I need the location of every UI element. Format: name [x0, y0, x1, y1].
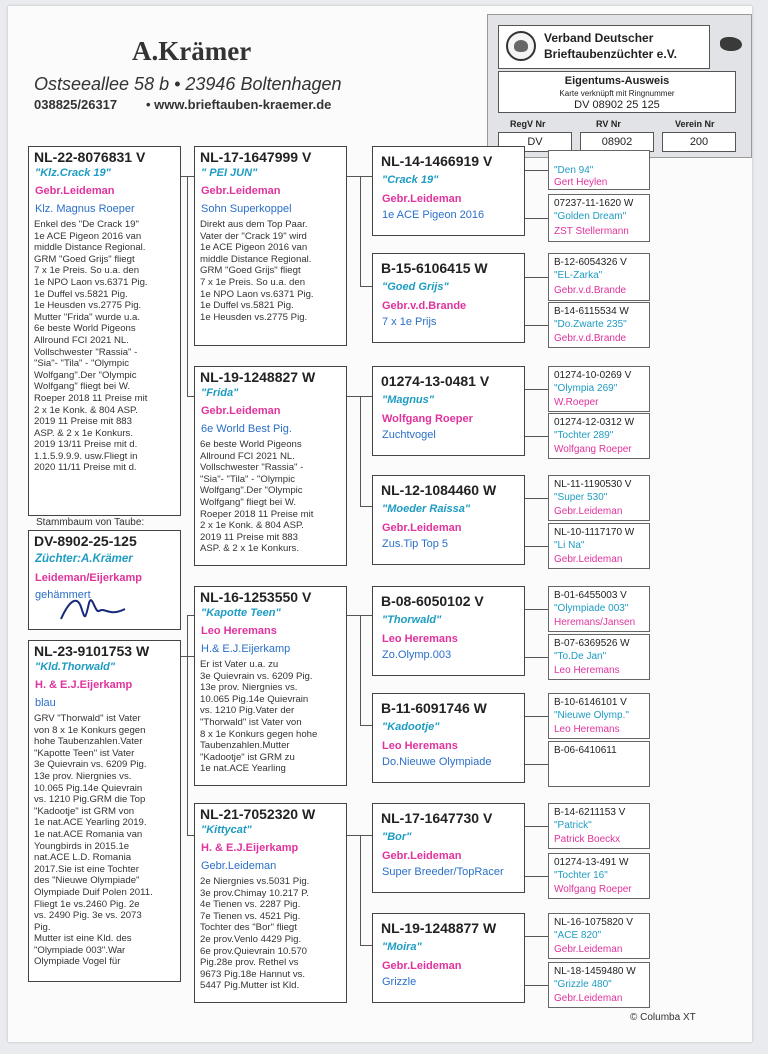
gen3-ring: B-08-6050102 V: [381, 593, 484, 609]
connector-line: [187, 396, 194, 397]
connector-line: [525, 389, 548, 390]
connector-line: [525, 218, 548, 219]
father-name: "Klz.Crack 19": [35, 167, 111, 179]
mm-owner: H. & E.J.Eijerkamp: [201, 842, 299, 854]
father-owner: Gebr.Leideman: [35, 185, 115, 197]
gen3-info: Zus.Tip Top 5: [382, 538, 449, 550]
mother-name: "Kld.Thorwald": [35, 661, 116, 673]
mother-box: [28, 640, 181, 982]
connector-line: [187, 615, 194, 616]
card-ring-number: DV 08902 25 125: [574, 99, 660, 111]
gen4-name: "EL-Zarka": [554, 270, 603, 281]
vdb-logo-icon: [506, 31, 536, 61]
connector-line: [360, 396, 361, 506]
gen3-name: "Crack 19": [382, 174, 439, 186]
gen3-box: [372, 475, 525, 565]
granddam-maternal-box: [194, 803, 347, 1003]
gen3-box: [372, 803, 525, 893]
gen4-name: "Grizzle 480": [554, 979, 612, 990]
card-org-line1: Verband Deutscher: [544, 31, 654, 45]
gen4-box: [548, 586, 650, 632]
gen4-box: [548, 693, 650, 739]
gen4-name: "Den 94": [554, 165, 594, 176]
gen4-ring: B-12-6054326 V: [554, 257, 627, 268]
gen4-ring: 07237-11-1620 W: [554, 198, 634, 209]
gen4-owner: Gebr.Leideman: [554, 506, 623, 517]
card-col1-value: DV: [527, 136, 543, 148]
connector-line: [525, 436, 548, 437]
gen4-box: [548, 366, 650, 412]
gen3-ring: NL-14-1466919 V: [381, 153, 493, 169]
connector-line: [525, 936, 548, 937]
card-title-box: [498, 71, 736, 113]
subject-ring: DV-8902-25-125: [34, 533, 137, 549]
gen4-owner: Leo Heremans: [554, 724, 620, 735]
gen4-ring: B-01-6455003 V: [554, 590, 627, 601]
gen4-box: [548, 803, 650, 849]
card-col1-label: RegV Nr: [510, 119, 546, 129]
card-col3-label: Verein Nr: [675, 119, 715, 129]
gen4-owner: Gebr.v.d.Brande: [554, 333, 627, 344]
granddam-paternal-box: [194, 366, 347, 566]
connector-line: [525, 764, 548, 765]
gen4-owner: Leo Heremans: [554, 665, 620, 676]
gen4-ring: B-14-6115534 W: [554, 306, 629, 317]
gen3-owner: Gebr.v.d.Brande: [382, 300, 467, 312]
gen4-box: [548, 150, 650, 190]
mother-ring: NL-23-9101753 W: [34, 643, 150, 659]
gen4-owner: Gebr.Leideman: [554, 993, 623, 1004]
card-col2-label: RV Nr: [596, 119, 621, 129]
fm-owner: Gebr.Leideman: [201, 405, 281, 417]
mf-ring: NL-16-1253550 V: [200, 589, 312, 605]
gen3-info: 7 x 1e Prijs: [382, 316, 437, 328]
father-box: [28, 146, 181, 516]
ff-owner: Gebr.Leideman: [201, 185, 281, 197]
fm-ring: NL-19-1248827 W: [200, 369, 316, 385]
subject-box: [28, 530, 181, 630]
gen3-name: "Thorwald": [382, 614, 442, 626]
gen4-box: [548, 194, 650, 242]
connector-line: [360, 286, 372, 287]
gen4-box: [548, 475, 650, 521]
breeder-website: • www.brieftauben-kraemer.de: [146, 97, 332, 112]
gen4-name: "Olympiade 003": [554, 603, 629, 614]
gen4-box: [548, 634, 650, 680]
signature-icon: [59, 591, 129, 625]
gen4-box: [548, 962, 650, 1008]
breeder-address: Ostseeallee 58 b • 23946 Boltenhagen: [34, 74, 342, 94]
gen4-ring: NL-11-1190530 V: [554, 479, 632, 490]
gen3-owner: Gebr.Leideman: [382, 193, 462, 205]
gen3-box: [372, 693, 525, 783]
gen3-name: "Moira": [382, 941, 422, 953]
gen3-info: Super Breeder/TopRacer: [382, 866, 504, 878]
gen3-owner: Gebr.Leideman: [382, 850, 462, 862]
mm-info: Gebr.Leideman: [201, 860, 277, 872]
connector-line: [360, 506, 372, 507]
gen4-owner: Gebr.v.d.Brande: [554, 285, 627, 296]
gen3-owner: Wolfgang Roeper: [382, 413, 473, 425]
gen3-ring: NL-12-1084460 W: [381, 482, 497, 498]
father-ring: NL-22-8076831 V: [34, 149, 146, 165]
gen3-name: "Moeder Raissa": [382, 503, 471, 515]
gen4-box: [548, 913, 650, 959]
mm-ring: NL-21-7052320 W: [200, 806, 316, 822]
connector-line: [360, 945, 372, 946]
grandsire-maternal-box: [194, 586, 347, 786]
gen4-name: "Olympia 269": [554, 383, 618, 394]
gen4-ring: B-07-6369526 W: [554, 638, 630, 649]
gen3-info: 1e ACE Pigeon 2016: [382, 209, 485, 221]
breeder-phone: 038825/26317: [34, 97, 118, 112]
gen3-owner: Gebr.Leideman: [382, 960, 462, 972]
card-subtitle: Karte verknüpft mit Ringnummer: [559, 89, 675, 98]
subject-info: gehämmert: [35, 589, 91, 601]
breeder-name: A.Krämer: [132, 36, 252, 66]
card-title: Eigentums-Ausweis: [564, 75, 670, 87]
ff-name: " PEI JUN": [201, 167, 258, 179]
gen4-name: "To.De Jan": [554, 651, 607, 662]
gen3-info: Zo.Olymp.003: [382, 649, 452, 661]
gen4-ring: NL-18-1459480 W: [554, 966, 636, 977]
card-col2-value-box: [580, 132, 654, 152]
gen4-name: "Patrick": [554, 820, 592, 831]
gen4-box: [548, 302, 650, 348]
gen3-box: [372, 253, 525, 343]
gen4-name: "Super 530": [554, 492, 608, 503]
ff-ring: NL-17-1647999 V: [200, 149, 312, 165]
connector-line: [525, 876, 548, 877]
gen3-info: Grizzle: [382, 976, 417, 988]
gen4-owner: Gebr.Leideman: [554, 944, 623, 955]
mother-description: GRV "Thorwald" ist Vater von 8 x 1e Konkurs gegen hohe Taubenzahlen.Vater "Kapotte Teen" ist Vater 3e Quievrain vs. 6209 Pig. 13e prov. Niergnies vs. 10.065 Pig.14e Quievrain vs. 1210 Pig.GRM die Top "Kadootje" ist GRM von 1e nat.ACE Yearling 2019. 1e nat.ACE Romania van Youngbirds in 2015.1e nat.ACE L.D. Romania 2017.Sie ist eine Tochter des "Nieuwe Olympiade" Olympiade Duif Polen 2011. Fliegt 1e vs.2460 Pig. 2e vs. 2490 Pig. 3e vs. 2073 Pig. Mutter ist eine Kld. des "Olympiade 003".War Olympiade Vogel für: [34, 713, 153, 968]
gen4-owner: Gert Heylen: [554, 177, 608, 188]
gen4-name: "Nieuwe Olymp.": [554, 710, 629, 721]
connector-line: [187, 835, 194, 836]
gen3-box: [372, 366, 525, 456]
gen4-name: "ACE 820": [554, 930, 602, 941]
gen4-ring: B-14-6211153 V: [554, 807, 626, 818]
card-col3-value: 200: [689, 136, 709, 148]
gen3-owner: Leo Heremans: [382, 740, 458, 752]
fm-name: "Frida": [201, 387, 239, 399]
father-description: Enkel des "De Crack 19" 1e ACE Pigeon 2016 van middle Distance Regional. GRM "Goed Grijs" fliegt 7 x 1e Preis. So u.a. den 1e NPO Laon vs.6371 Pig. 1e Duffel vs.5821 Pig. 1e Heusden vs.2775 Pig. Mutter "Frida" wurde u.a. 6e beste World Pigeons Allround FCI 2021 NL. Vollschwester "Rassia" - "Sia"- "Tila" - "Olympic Wolfgang".Der "Olympic Wolfgang" fliegt bei W. Roeper 2018 11 Preise mit 2 x 1e Konk. & 804 ASP. 2019 11 Preise mit 883 ASP. & 2 x 1e Konkurs. 2019 13/11 Preise mit d. 1.1.5.9.9.9. usw.Fliegt in 2020 11/11 Preise mit d.: [34, 219, 148, 474]
gen4-owner: Wolfgang Roeper: [554, 884, 632, 895]
gen4-box: [548, 741, 650, 787]
connector-line: [187, 615, 188, 835]
connector-line: [525, 657, 548, 658]
mf-owner: Leo Heremans: [201, 625, 277, 637]
gen4-box: [548, 523, 650, 569]
gen4-name: "Golden Dream": [554, 211, 627, 222]
gen3-info: Zuchtvogel: [382, 429, 436, 441]
mm-name: "Kittycat": [201, 824, 252, 836]
connector-line: [360, 725, 372, 726]
fm-info: 6e World Best Pig.: [201, 423, 292, 435]
gen3-box: [372, 586, 525, 676]
subject-breeder: Züchter:A.Krämer: [35, 553, 133, 565]
gen4-name: "Do.Zwarte 235": [554, 319, 627, 330]
gen4-ring: 01274-12-0312 W: [554, 417, 635, 428]
gen3-box: [372, 913, 525, 1003]
mother-info: blau: [35, 697, 56, 709]
ff-description: Direkt aus dem Top Paar. Vater der "Crack 19" wird 1e ACE Pigeon 2016 van middle Distance Regional. GRM "Goed Grijs" fliegt 7 x 1e Preis. So u.a. den 1e NPO Laon vs.6371 Pig. 1e Duffel vs.5821 Pig. 1e Heusden vs.2775 Pig.: [200, 219, 314, 323]
card-col2-value: 08902: [601, 136, 633, 148]
gen4-owner: ZST Stellermann: [554, 226, 629, 237]
mf-name: "Kapotte Teen": [201, 607, 281, 619]
gen3-box: [372, 146, 525, 236]
gen4-box: [548, 253, 650, 301]
connector-line: [525, 170, 548, 171]
gen4-ring: B-10-6146101 V: [554, 697, 627, 708]
gen4-owner: Wolfgang Roeper: [554, 444, 632, 455]
connector-line: [525, 325, 548, 326]
gen3-ring: 01274-13-0481 V: [381, 373, 490, 389]
connector-line: [360, 176, 361, 286]
gen4-ring: 01274-13-491 W: [554, 857, 629, 868]
gen4-box: [548, 413, 650, 459]
subject-label: Stammbaum von Taube:: [36, 517, 145, 528]
father-info: Klz. Magnus Roeper: [35, 203, 135, 215]
gen4-name: "Tochter 16": [554, 870, 608, 881]
card-org-line2: Brieftaubenzüchter e.V.: [544, 47, 677, 61]
gen3-name: "Kadootje": [382, 721, 440, 733]
pigeon-stamp-icon: [720, 37, 742, 51]
connector-line: [187, 176, 188, 396]
gen4-name: "Li Na": [554, 540, 585, 551]
gen3-owner: Leo Heremans: [382, 633, 458, 645]
gen3-name: "Bor": [382, 831, 412, 843]
gen3-ring: B-15-6106415 W: [381, 260, 488, 276]
gen4-ring: B-06-6410611: [554, 745, 617, 756]
footer-copyright: © Columba XT: [630, 1012, 696, 1023]
gen4-owner: Patrick Boeckx: [554, 834, 621, 845]
gen3-ring: NL-19-1248877 W: [381, 920, 497, 936]
connector-line: [525, 826, 548, 827]
grandsire-paternal-box: [194, 146, 347, 346]
gen3-name: "Goed Grijs": [382, 281, 449, 293]
connector-line: [525, 277, 548, 278]
gen3-name: "Magnus": [382, 394, 434, 406]
gen4-owner: W.Roeper: [554, 397, 599, 408]
connector-line: [525, 498, 548, 499]
gen4-name: "Tochter 289": [554, 430, 614, 441]
fm-description: 6e beste World Pigeons Allround FCI 2021 NL. Vollschwester "Rassia" - "Sia"- "Tila" - "Olympic Wolfgang".Der "Olympic Wolfgang" fliegt bei W. Roeper 2018 11 Preise mit 2 x 1e Konk. & 804 ASP. 2019 11 Preise mit 883 ASP. & 2 x 1e Konkurs.: [200, 439, 314, 555]
gen4-ring: NL-10-1117170 W: [554, 527, 635, 538]
subject-owner: Leideman/Eijerkamp: [35, 572, 142, 584]
ff-info: Sohn Superkoppel: [201, 203, 292, 215]
mf-description: Er ist Vater u.a. zu 3e Quievrain vs. 6209 Pig. 13e prov. Niergnies vs. 10.065 Pig.14e Quievrain vs. 1210 Pig.Vater der "Thorwald" ist Vater von 8 x 1e Konkurs gegen hohe Taubenzahlen.Mutter "Kadootje" ist GRM zu 1e nat.ACE Yearling: [200, 659, 318, 775]
gen4-owner: Gebr.Leideman: [554, 554, 623, 565]
card-header: [498, 25, 710, 69]
gen4-owner: Heremans/Jansen: [554, 617, 636, 628]
gen3-ring: NL-17-1647730 V: [381, 810, 493, 826]
gen3-info: Do.Nieuwe Olympiade: [382, 756, 492, 768]
mm-description: 2e Niergnies vs.5031 Pig. 3e prov.Chimay 10.217 P. 4e Tienen vs. 2287 Pig. 7e Tienen vs. 4521 Pig. Tochter des "Bor" fliegt 2e prov.Venlo 4429 Pig. 6e prov.Quievrain 10.570 Pig.28e prov. Rethel vs 9673 Pig.18e Hannut vs. 5447 Pig.Mutter ist Kld.: [200, 876, 310, 992]
mother-owner: H. & E.J.Eijerkamp: [35, 679, 133, 691]
gen4-ring: 01274-10-0269 V: [554, 370, 632, 381]
card-col3-value-box: [662, 132, 736, 152]
connector-line: [525, 985, 548, 986]
gen4-ring: NL-16-1075820 V: [554, 917, 633, 928]
gen3-ring: B-11-6091746 W: [381, 700, 487, 716]
gen4-box: [548, 853, 650, 899]
gen3-owner: Gebr.Leideman: [382, 522, 462, 534]
connector-line: [525, 609, 548, 610]
connector-line: [360, 615, 361, 725]
connector-line: [525, 716, 548, 717]
mf-info: H.& E.J.Eijerkamp: [201, 643, 291, 655]
ownership-card: [487, 14, 752, 158]
connector-line: [525, 546, 548, 547]
connector-line: [360, 835, 361, 945]
